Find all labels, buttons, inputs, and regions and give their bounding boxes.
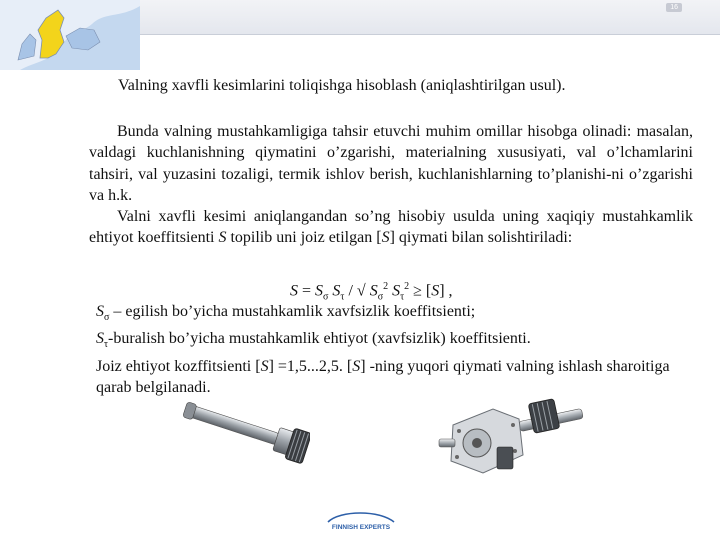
allowed-factor-note: Joiz ehtiyot kozffitsienti [S] =1,5...2,5. [S] -ning yuqori qiymati valning ishlash sharoitiga qarab belgilanadi. [96,357,670,397]
symbol-s: S [218,229,227,247]
gearbox-image [435,385,585,480]
footer-logo-text: FINNISH EXPERTS [331,524,391,531]
paragraph-compare-text-a: Valni xavfli kesimi aniqlangandan so’ng hisobiy usulda uning xaqiqiy mustahkamlik ehtiyot koeffitsienti [89,208,693,247]
paragraph-compare-text-c: ] qiymati bilan solishtiriladi: [389,229,573,247]
definitions [96,301,696,399]
paragraph-compare [89,206,693,249]
slide-heading: Valning xavfli kesimlarini toliqishga hisoblash (aniqlashtirilgan usul). [118,77,566,94]
definition-sigma: $S_\sigma$ – egilish bo’yicha mustahkamlik xavfsizlik koeffitsienti; [96,303,476,324]
paragraph-compare-text-b: topilib uni joiz etilgan [ [226,229,382,247]
definition-tau: $S_\tau$-buralish bo’yicha mustahkamlik ehtiyot (xavfsizlik) koeffitsienti. [96,330,531,351]
page-number: 16 [666,3,682,12]
shaft-gear-image [180,395,310,475]
finnish-experts-logo [322,508,400,534]
paragraph-factors [89,121,693,206]
paragraph-factors-text: Bunda valning mustahkamligiga tahsir etuvchi muhim omillar hisobga olinadi: masalan, valdagi kuchlanishning qiymatini o’zgarishi, materialning xususiyati, val o’lchamlarini tahsiri, val yuzasini tozaligi, termik ishlov berish, kuchlanishlarning to’planishi-ni o’zgarishi va h.k. [89,123,693,204]
map-logo [0,0,140,70]
safety-factor-formula: $S = S_\sigma$ $S_\tau$ / √ $S_\sigma^2$ $S_\tau^2 \ge [S]$ , [290,281,453,303]
symbol-s-allowed: S [381,229,390,247]
